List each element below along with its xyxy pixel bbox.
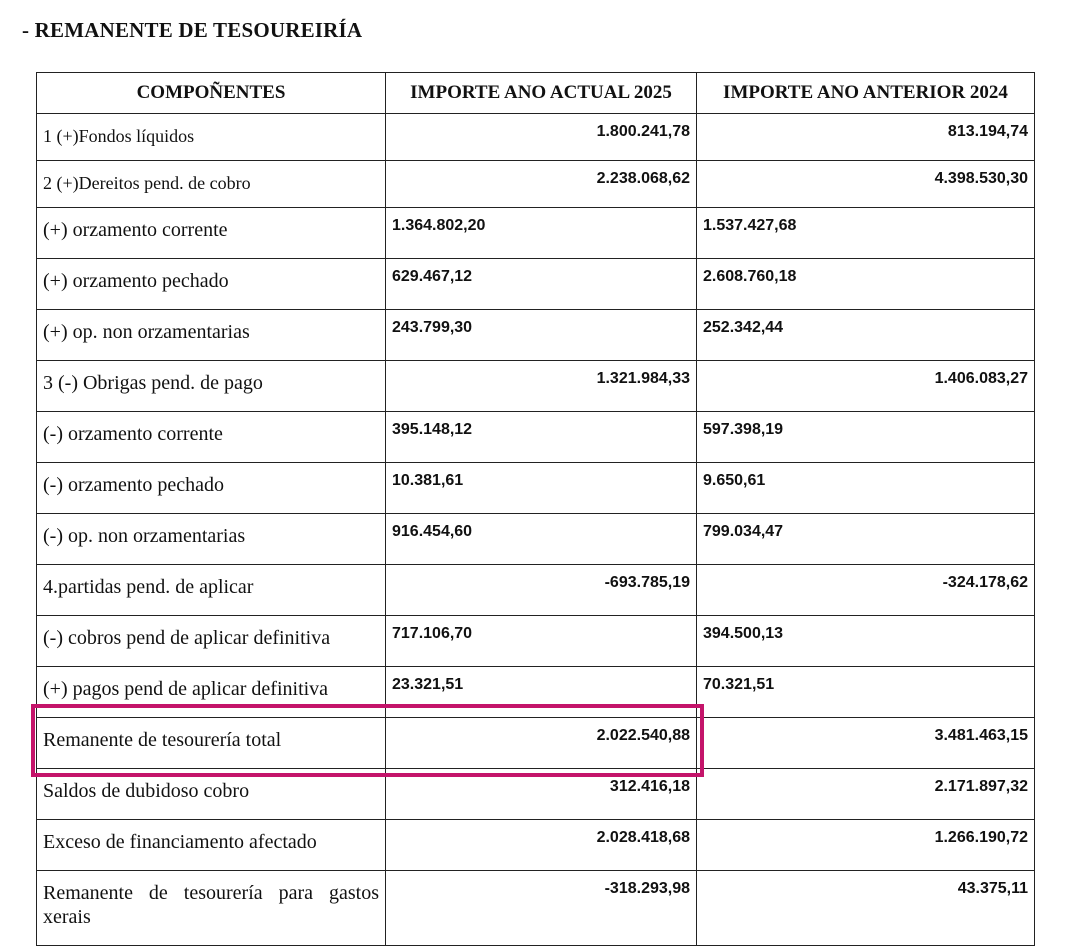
row-label: (+) orzamento corrente bbox=[37, 208, 386, 259]
table-row bbox=[37, 565, 1035, 616]
row-label: Exceso de financiamento afectado bbox=[37, 820, 386, 871]
current-year-value: 2.238.068,62 bbox=[386, 161, 697, 208]
row-label: Saldos de dubidoso cobro bbox=[37, 769, 386, 820]
previous-year-value: 2.171.897,32 bbox=[697, 769, 1035, 820]
table-row bbox=[37, 361, 1035, 412]
current-year-value: 1.364.802,20 bbox=[386, 208, 697, 259]
current-year-value: 10.381,61 bbox=[386, 463, 697, 514]
current-year-value: 2.028.418,68 bbox=[386, 820, 697, 871]
row-label: (-) orzamento pechado bbox=[37, 463, 386, 514]
current-year-value: 243.799,30 bbox=[386, 310, 697, 361]
previous-year-value: 2.608.760,18 bbox=[697, 259, 1035, 310]
table-row bbox=[37, 667, 1035, 718]
table-row bbox=[37, 114, 1035, 161]
current-year-value: 2.022.540,88 bbox=[386, 718, 697, 769]
row-label: (-) orzamento corrente bbox=[37, 412, 386, 463]
row-label: 2 (+)Dereitos pend. de cobro bbox=[37, 161, 386, 208]
current-year-value: 395.148,12 bbox=[386, 412, 697, 463]
current-year-value: 717.106,70 bbox=[386, 616, 697, 667]
previous-year-value: 70.321,51 bbox=[697, 667, 1035, 718]
treasury-remainder-table bbox=[36, 72, 1035, 946]
row-label: 3 (-) Obrigas pend. de pago bbox=[37, 361, 386, 412]
table-row bbox=[37, 412, 1035, 463]
table-row bbox=[37, 718, 1035, 769]
row-label: (+) orzamento pechado bbox=[37, 259, 386, 310]
page-heading: - REMANENTE DE TESOUREIRÍA bbox=[22, 18, 363, 42]
current-year-value: 916.454,60 bbox=[386, 514, 697, 565]
current-year-value: 1.321.984,33 bbox=[386, 361, 697, 412]
previous-year-value: 799.034,47 bbox=[697, 514, 1035, 565]
table-row bbox=[37, 310, 1035, 361]
current-year-value: 23.321,51 bbox=[386, 667, 697, 718]
table-row bbox=[37, 616, 1035, 667]
row-label: (-) op. non orzamentarias bbox=[37, 514, 386, 565]
table-row bbox=[37, 161, 1035, 208]
current-year-value: 629.467,12 bbox=[386, 259, 697, 310]
row-label: Remanente de tesourería total bbox=[37, 718, 386, 769]
current-year-value: -318.293,98 bbox=[386, 871, 697, 946]
table-row bbox=[37, 208, 1035, 259]
table-row bbox=[37, 463, 1035, 514]
row-label: (+) pagos pend de aplicar definitiva bbox=[37, 667, 386, 718]
row-label: (-) cobros pend de aplicar definitiva bbox=[37, 616, 386, 667]
previous-year-value: 43.375,11 bbox=[697, 871, 1035, 946]
previous-year-value: 813.194,74 bbox=[697, 114, 1035, 161]
current-year-value: 1.800.241,78 bbox=[386, 114, 697, 161]
table-row bbox=[37, 514, 1035, 565]
previous-year-value: 3.481.463,15 bbox=[697, 718, 1035, 769]
column-header-current-year: IMPORTE ANO ACTUAL 2025 bbox=[386, 73, 697, 114]
row-label: 4.partidas pend. de aplicar bbox=[37, 565, 386, 616]
previous-year-value: 597.398,19 bbox=[697, 412, 1035, 463]
column-header-components: COMPOÑENTES bbox=[37, 73, 386, 114]
previous-year-value: 252.342,44 bbox=[697, 310, 1035, 361]
table-row bbox=[37, 820, 1035, 871]
row-label: Remanente de tesourería para gastos xerais bbox=[37, 871, 386, 946]
previous-year-value: 1.406.083,27 bbox=[697, 361, 1035, 412]
current-year-value: -693.785,19 bbox=[386, 565, 697, 616]
table-row bbox=[37, 259, 1035, 310]
column-header-previous-year: IMPORTE ANO ANTERIOR 2024 bbox=[697, 73, 1035, 114]
previous-year-value: 394.500,13 bbox=[697, 616, 1035, 667]
table-row-final-remainder bbox=[37, 871, 1035, 946]
table-header-row bbox=[37, 73, 1035, 114]
row-label: 1 (+)Fondos líquidos bbox=[37, 114, 386, 161]
previous-year-value: 9.650,61 bbox=[697, 463, 1035, 514]
previous-year-value: 1.266.190,72 bbox=[697, 820, 1035, 871]
row-label: (+) op. non orzamentarias bbox=[37, 310, 386, 361]
current-year-value: 312.416,18 bbox=[386, 769, 697, 820]
previous-year-value: 1.537.427,68 bbox=[697, 208, 1035, 259]
previous-year-value: 4.398.530,30 bbox=[697, 161, 1035, 208]
previous-year-value: -324.178,62 bbox=[697, 565, 1035, 616]
